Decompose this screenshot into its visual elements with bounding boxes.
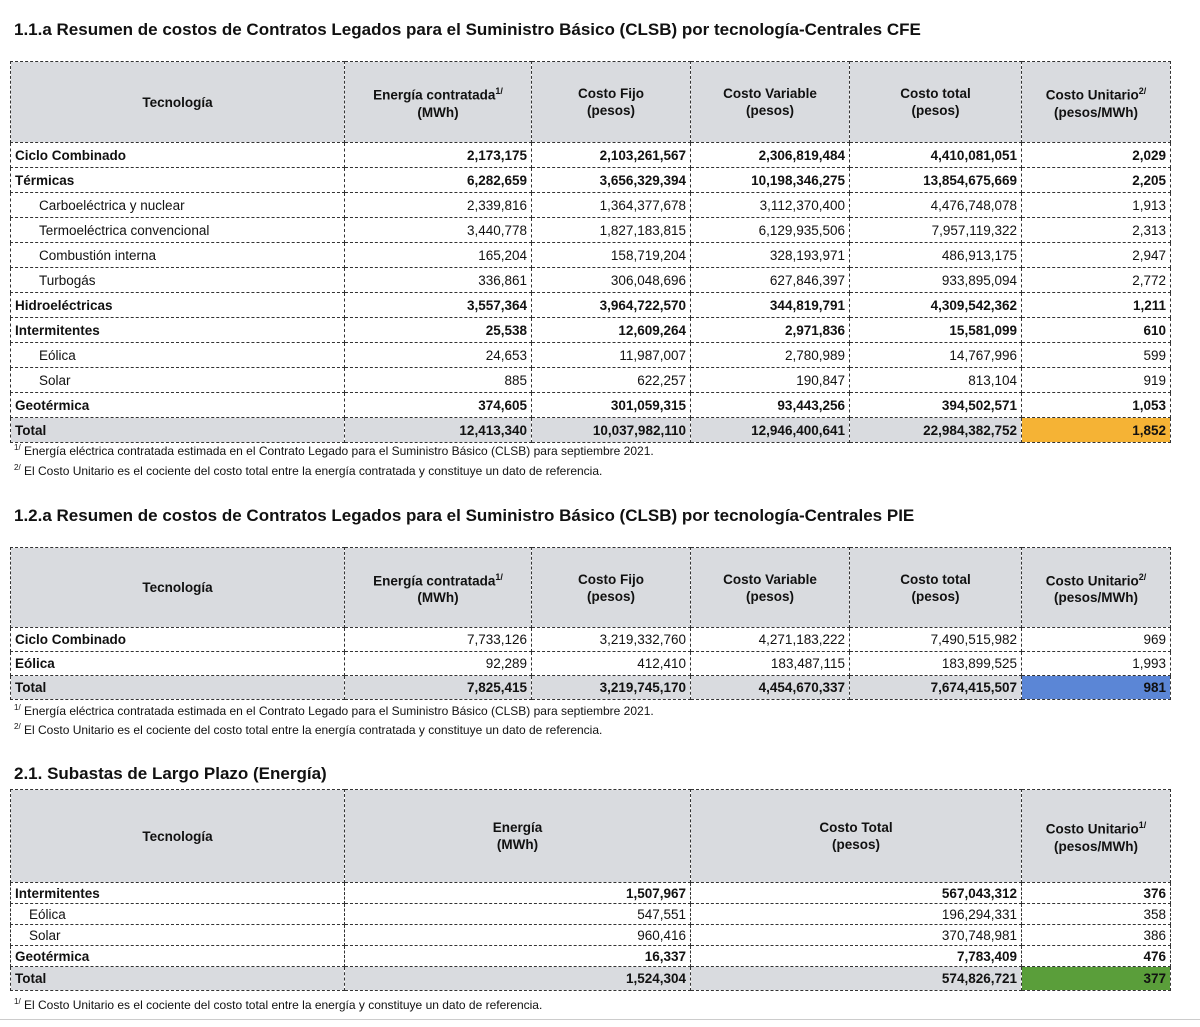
cell-costo-fijo: 301,059,315 (532, 393, 691, 418)
table-subastas (10, 789, 1171, 991)
cell-costo-variable: 4,454,670,337 (691, 676, 850, 700)
table-row-combustion-interna (11, 243, 1171, 268)
cell-costo-variable: 2,780,989 (691, 343, 850, 368)
col-header-costo-variable: Costo Variable (pesos) (691, 548, 850, 628)
row-label: Termoeléctrica convencional (11, 218, 345, 243)
cell-costo-total: 574,826,721 (691, 967, 1022, 991)
row-label: Ciclo Combinado (11, 143, 345, 168)
footnote-1: $^{1/}$ El Costo Unitario es el cociente del costo total entre la energía y constituye un dato de referencia. (14, 997, 543, 1012)
cell-costo-unitario: 1,993 (1022, 652, 1171, 676)
table-row-intermitentes (11, 883, 1171, 904)
cell-costo-total: 813,104 (850, 368, 1022, 393)
col-header-tecnologia: Tecnología (11, 62, 345, 143)
cell-costo-total: 183,899,525 (850, 652, 1022, 676)
cell-costo-total: 7,957,119,322 (850, 218, 1022, 243)
section-3-title: 2.1. Subastas de Largo Plazo (Energía) (14, 764, 327, 783)
cell-energia: 165,204 (345, 243, 532, 268)
cell-costo-unitario: 2,205 (1022, 168, 1171, 193)
cell-costo-fijo: 11,987,007 (532, 343, 691, 368)
footnote-2: $^{2/}$ El Costo Unitario es el cociente del costo total entre la energía contratada y constituye un dato de referencia. (14, 463, 603, 478)
row-label: Intermitentes (11, 318, 345, 343)
cell-costo-total: 7,490,515,982 (850, 628, 1022, 652)
cell-costo-variable: 328,193,971 (691, 243, 850, 268)
table-row-eolica (11, 343, 1171, 368)
col-header-costo-total: Costo Total (pesos) (691, 790, 1022, 883)
row-label: Geotérmica (11, 946, 345, 967)
cell-costo-total: 7,674,415,507 (850, 676, 1022, 700)
cell-energia: 2,339,816 (345, 193, 532, 218)
table-row-eolica (11, 904, 1171, 925)
cell-energia: 547,551 (345, 904, 691, 925)
table-header-row (11, 790, 1171, 883)
cell-energia: 7,825,415 (345, 676, 532, 700)
row-label: Térmicas (11, 168, 345, 193)
table-row-termoelectrica (11, 218, 1171, 243)
row-label: Solar (11, 925, 345, 946)
table-row-total (11, 418, 1171, 443)
cell-costo-variable: 6,129,935,506 (691, 218, 850, 243)
cell-costo-unitario: 1,211 (1022, 293, 1171, 318)
cell-costo-fijo: 1,827,183,815 (532, 218, 691, 243)
col-header-tecnologia: Tecnología (11, 790, 345, 883)
table-row-geotermica (11, 946, 1171, 967)
footnote-1: $^{1/}$ Energía eléctrica contratada estimada en el Contrato Legado para el Suministro Básico (CLSB) para septiembre 2021. (14, 703, 654, 718)
cell-energia: 25,538 (345, 318, 532, 343)
section-1-title: 1.1.a Resumen de costos de Contratos Legados para el Suministro Básico (CLSB) por tecnología-Centrales CFE (14, 20, 921, 39)
table-row-ciclo-combinado (11, 628, 1171, 652)
cell-costo-variable: 93,443,256 (691, 393, 850, 418)
cell-energia: 885 (345, 368, 532, 393)
col-header-costo-variable: Costo Variable (pesos) (691, 62, 850, 143)
cell-costo-unitario: 386 (1022, 925, 1171, 946)
cell-energia: 2,173,175 (345, 143, 532, 168)
row-label: Total (11, 967, 345, 991)
table-header-row (11, 62, 1171, 143)
cell-costo-total: 7,783,409 (691, 946, 1022, 967)
cell-costo-total: 4,410,081,051 (850, 143, 1022, 168)
cell-energia: 24,653 (345, 343, 532, 368)
table-row-eolica (11, 652, 1171, 676)
table-pie (10, 547, 1171, 700)
table-cfe (10, 61, 1171, 443)
cell-costo-total: 4,476,748,078 (850, 193, 1022, 218)
table-row-total (11, 967, 1171, 991)
cell-costo-unitario: 376 (1022, 883, 1171, 904)
col-header-costo-total: Costo total (pesos) (850, 62, 1022, 143)
cell-costo-total: 22,984,382,752 (850, 418, 1022, 443)
cell-costo-fijo: 2,103,261,567 (532, 143, 691, 168)
table-row-solar (11, 368, 1171, 393)
cell-costo-total: 394,502,571 (850, 393, 1022, 418)
cell-costo-variable: 12,946,400,641 (691, 418, 850, 443)
row-label: Hidroeléctricas (11, 293, 345, 318)
col-header-costo-unitario: Costo Unitario$^{1/}$ (pesos/MWh) (1022, 790, 1171, 883)
table-row-turbogas (11, 268, 1171, 293)
row-label: Ciclo Combinado (11, 628, 345, 652)
cell-energia: 16,337 (345, 946, 691, 967)
row-label: Solar (11, 368, 345, 393)
row-label: Total (11, 676, 345, 700)
table-row-ciclo-combinado (11, 143, 1171, 168)
cell-costo-unitario: 969 (1022, 628, 1171, 652)
table-row-termicas (11, 168, 1171, 193)
row-label: Turbogás (11, 268, 345, 293)
cell-costo-total: 15,581,099 (850, 318, 1022, 343)
cell-costo-unitario: 2,947 (1022, 243, 1171, 268)
table-row-intermitentes (11, 318, 1171, 343)
table-row-hidroelectricas (11, 293, 1171, 318)
cell-costo-unitario-highlight: 377 (1022, 967, 1171, 991)
cell-costo-unitario: 2,772 (1022, 268, 1171, 293)
cell-costo-variable: 183,487,115 (691, 652, 850, 676)
cell-costo-variable: 344,819,791 (691, 293, 850, 318)
cell-costo-unitario: 2,313 (1022, 218, 1171, 243)
cell-costo-unitario: 919 (1022, 368, 1171, 393)
section-2-title: 1.2.a Resumen de costos de Contratos Legados para el Suministro Básico (CLSB) por tecnología-Centrales PIE (14, 506, 915, 525)
col-header-costo-unitario: Costo Unitario$^{2/}$ (pesos/MWh) (1022, 548, 1171, 628)
cell-costo-unitario: 476 (1022, 946, 1171, 967)
cell-costo-total: 567,043,312 (691, 883, 1022, 904)
table-row-solar (11, 925, 1171, 946)
row-label: Geotérmica (11, 393, 345, 418)
table-row-total (11, 676, 1171, 700)
cell-energia: 960,416 (345, 925, 691, 946)
cell-energia: 374,605 (345, 393, 532, 418)
cell-costo-unitario: 2,029 (1022, 143, 1171, 168)
table-row-carboelectrica (11, 193, 1171, 218)
cell-costo-variable: 190,847 (691, 368, 850, 393)
cell-costo-fijo: 3,656,329,394 (532, 168, 691, 193)
cell-costo-variable: 2,971,836 (691, 318, 850, 343)
cell-costo-unitario: 599 (1022, 343, 1171, 368)
cell-costo-unitario: 358 (1022, 904, 1171, 925)
row-label: Carboeléctrica y nuclear (11, 193, 345, 218)
cell-energia: 7,733,126 (345, 628, 532, 652)
cell-costo-total: 13,854,675,669 (850, 168, 1022, 193)
table-header-row (11, 548, 1171, 628)
row-label: Eólica (11, 343, 345, 368)
cell-costo-fijo: 622,257 (532, 368, 691, 393)
cell-energia: 3,440,778 (345, 218, 532, 243)
cell-costo-fijo: 158,719,204 (532, 243, 691, 268)
cell-costo-total: 14,767,996 (850, 343, 1022, 368)
cell-costo-fijo: 3,219,745,170 (532, 676, 691, 700)
cell-costo-total: 4,309,542,362 (850, 293, 1022, 318)
cell-energia: 1,524,304 (345, 967, 691, 991)
row-label: Intermitentes (11, 883, 345, 904)
cell-costo-fijo: 10,037,982,110 (532, 418, 691, 443)
row-label: Combustión interna (11, 243, 345, 268)
cell-costo-total: 933,895,094 (850, 268, 1022, 293)
cell-costo-unitario-highlight: 1,852 (1022, 418, 1171, 443)
cell-costo-unitario-highlight: 981 (1022, 676, 1171, 700)
cell-energia: 1,507,967 (345, 883, 691, 904)
cell-costo-unitario: 610 (1022, 318, 1171, 343)
cell-costo-fijo: 3,964,722,570 (532, 293, 691, 318)
col-header-energia: Energía contratada$^{1/}$ (MWh) (345, 548, 532, 628)
cell-costo-variable: 4,271,183,222 (691, 628, 850, 652)
cell-energia: 6,282,659 (345, 168, 532, 193)
col-header-tecnologia: Tecnología (11, 548, 345, 628)
table-row-geotermica (11, 393, 1171, 418)
cell-costo-variable: 3,112,370,400 (691, 193, 850, 218)
cell-costo-fijo: 412,410 (532, 652, 691, 676)
footnote-1: $^{1/}$ Energía eléctrica contratada estimada en el Contrato Legado para el Suministro Básico (CLSB) para septiembre 2021. (14, 443, 654, 458)
cell-costo-variable: 627,846,397 (691, 268, 850, 293)
col-header-energia: Energía contratada$^{1/}$ (MWh) (345, 62, 532, 143)
cell-costo-unitario: 1,053 (1022, 393, 1171, 418)
cell-costo-total: 370,748,981 (691, 925, 1022, 946)
cell-energia: 336,861 (345, 268, 532, 293)
row-label: Total (11, 418, 345, 443)
col-header-costo-fijo: Costo Fijo (pesos) (532, 548, 691, 628)
row-label: Eólica (11, 904, 345, 925)
page-bottom-divider (0, 1019, 1200, 1020)
col-header-energia: Energía (MWh) (345, 790, 691, 883)
cell-costo-fijo: 12,609,264 (532, 318, 691, 343)
col-header-costo-unitario: Costo Unitario$^{2/}$ (pesos/MWh) (1022, 62, 1171, 143)
cell-costo-fijo: 3,219,332,760 (532, 628, 691, 652)
col-header-costo-total: Costo total (pesos) (850, 548, 1022, 628)
cell-costo-fijo: 306,048,696 (532, 268, 691, 293)
cell-costo-variable: 2,306,819,484 (691, 143, 850, 168)
cell-costo-fijo: 1,364,377,678 (532, 193, 691, 218)
col-header-costo-fijo: Costo Fijo (pesos) (532, 62, 691, 143)
cell-costo-unitario: 1,913 (1022, 193, 1171, 218)
cell-costo-total: 486,913,175 (850, 243, 1022, 268)
cell-energia: 92,289 (345, 652, 532, 676)
row-label: Eólica (11, 652, 345, 676)
cell-energia: 3,557,364 (345, 293, 532, 318)
cell-costo-total: 196,294,331 (691, 904, 1022, 925)
cell-energia: 12,413,340 (345, 418, 532, 443)
cell-costo-variable: 10,198,346,275 (691, 168, 850, 193)
footnote-2: $^{2/}$ El Costo Unitario es el cociente del costo total entre la energía contratada y constituye un dato de referencia. (14, 722, 603, 737)
